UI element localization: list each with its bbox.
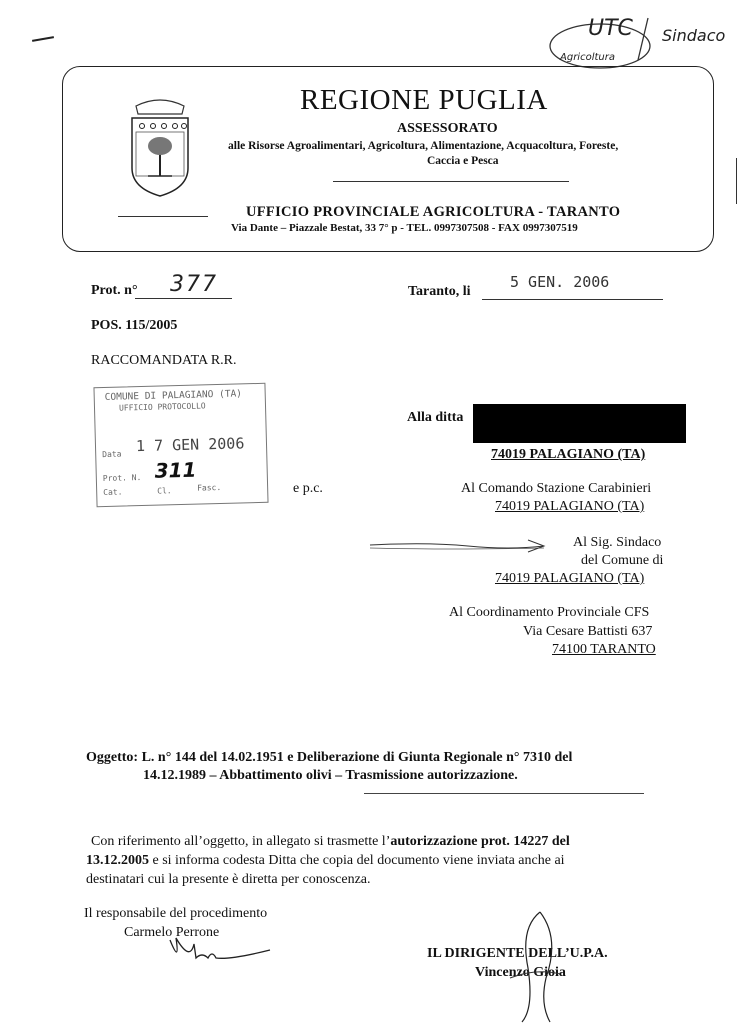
handwritten-note (540, 8, 750, 70)
office-address: Via Dante – Piazzale Bestat, 33 7° p - TEL. 0997307508 - FAX 0997307519 (231, 222, 578, 234)
ditta-label: Alla ditta (407, 410, 464, 425)
stamp-cl-label: Cl. (157, 486, 172, 496)
sindaco-line-1: Al Sig. Sindaco (573, 535, 662, 550)
cfs-line-1: Al Coordinamento Provinciale CFS (449, 605, 650, 620)
date-stamp: 5 GEN. 2006 (510, 273, 610, 291)
prot-label: Prot. n° (91, 283, 138, 298)
epc-label: e p.c. (293, 481, 323, 496)
stamp-date-label: Data (102, 449, 122, 460)
body-line-2 (86, 853, 565, 869)
cfs-city: 74100 TARANTO (552, 642, 656, 657)
body-text: Con riferimento all’oggetto, in allegato si trasmette l’ (91, 834, 391, 849)
prot-underline (135, 298, 232, 299)
office-title: UFFICIO PROVINCIALE AGRICOLTURA - TARANTO (246, 204, 621, 220)
resp-signature (150, 930, 290, 975)
body-emphasis: autorizzazione prot. 14227 del (390, 834, 570, 849)
right-margin-mark (736, 158, 739, 204)
region-title: REGIONE PUGLIA (300, 84, 548, 116)
reception-stamp (93, 383, 268, 507)
region-emblem (126, 96, 194, 205)
director-signature (500, 908, 570, 1029)
handwritten-utc: UTC (588, 16, 633, 41)
assessorato-subtitle-2: Caccia e Pesca (427, 155, 499, 167)
stamp-cat-label: Cat. (103, 487, 123, 498)
stamp-line-1: COMUNE DI PALAGIANO (TA) (104, 388, 243, 403)
raccomandata-label: RACCOMANDATA R.R. (91, 353, 237, 368)
body-emphasis-date: 13.12.2005 (86, 853, 149, 868)
body-line-1 (91, 834, 570, 850)
cfs-line-2: Via Cesare Battisti 637 (523, 624, 653, 639)
body-text: e si informa codesta Ditta che copia del documento viene inviata anche ai (149, 853, 565, 868)
redacted-name (473, 404, 686, 443)
stamp-fasc-label: Fasc. (197, 482, 222, 493)
handwritten-sindaco: Sindaco (662, 26, 726, 45)
director-name: Vincenzo Gioia (475, 965, 566, 980)
header-divider (333, 181, 569, 182)
assessorato-title: ASSESSORATO (397, 121, 498, 136)
ditta-city: 74019 PALAGIANO (TA) (491, 447, 646, 462)
stamp-prot-label: Prot. N. (102, 473, 142, 484)
carabinieri-line: Al Comando Stazione Carabinieri (461, 481, 652, 496)
carabinieri-city: 74019 PALAGIANO (TA) (495, 499, 645, 514)
sindaco-city: 74019 PALAGIANO (TA) (495, 571, 645, 586)
prot-number: 377 (170, 272, 218, 297)
handwritten-agricoltura: Agricoltura (560, 52, 615, 63)
stamp-prot-number: 311 (154, 457, 197, 483)
handwritten-arrow (368, 536, 548, 561)
header-divider-left (118, 216, 208, 217)
date-underline (482, 299, 663, 300)
pos-number: POS. 115/2005 (91, 318, 178, 333)
margin-mark (32, 36, 54, 42)
body-line-3: destinatari cui la presente è diretta per conoscenza. (86, 872, 371, 887)
crest-icon (126, 96, 194, 200)
stamp-line-2: UFFICIO PROTOCOLLO (118, 401, 206, 413)
subject-line-1: Oggetto: L. n° 144 del 14.02.1951 e Deliberazione di Giunta Regionale n° 7310 del (86, 750, 573, 765)
stamp-date: 1 7 GEN 2006 (135, 434, 245, 456)
place-date-label: Taranto, li (408, 284, 471, 299)
director-label: IL DIRIGENTE DELL’U.P.A. (427, 946, 608, 961)
sindaco-line-2: del Comune di (581, 553, 664, 568)
subject-line-2: 14.12.1989 – Abbattimento olivi – Trasmissione autorizzazione. (143, 768, 518, 783)
resp-label: Il responsabile del procedimento (84, 906, 268, 921)
subject-divider (364, 793, 644, 794)
assessorato-subtitle-1: alle Risorse Agroalimentari, Agricoltura, Alimentazione, Acquacoltura, Foreste, (228, 140, 619, 152)
resp-name: Carmelo Perrone (124, 925, 220, 940)
